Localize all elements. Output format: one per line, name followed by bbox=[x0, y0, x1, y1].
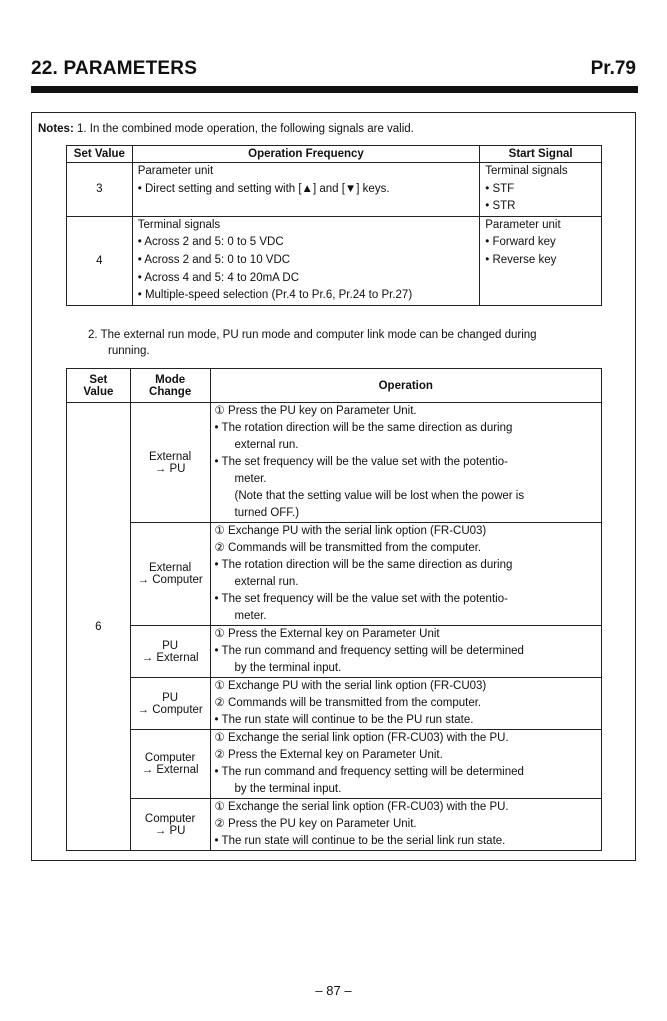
cell-line: • The set frequency will be the value set with the potentio- bbox=[214, 593, 508, 605]
cell-line: • The set frequency will be the value set with the potentio- bbox=[214, 456, 508, 468]
cell-line: • Direct setting and setting with [▲] and [▼] keys. bbox=[137, 182, 390, 195]
cell-line: Parameter unit bbox=[485, 218, 561, 231]
mode-line: → Computer bbox=[137, 703, 203, 716]
cell-line: ② Commands will be transmitted from the computer. bbox=[214, 697, 482, 709]
cell-line: external run. bbox=[234, 576, 299, 588]
mode-line: → PU bbox=[154, 462, 186, 475]
table-row bbox=[67, 216, 602, 305]
table-row bbox=[67, 799, 602, 851]
mode-cell bbox=[130, 799, 210, 851]
cell-line: • The run command and frequency setting will be determined bbox=[214, 766, 524, 778]
mode-cell bbox=[130, 523, 210, 626]
operation-cell bbox=[210, 403, 601, 523]
table-row bbox=[67, 626, 602, 678]
cell-line: • The rotation direction will be the same direction as during bbox=[214, 559, 513, 571]
start-signal-cell bbox=[480, 163, 602, 217]
operation-frequency-cell bbox=[132, 163, 480, 217]
mode-line: Computer bbox=[144, 752, 196, 764]
mode-line: Computer bbox=[144, 812, 196, 825]
mode-line: PU bbox=[162, 691, 179, 704]
notes-label: Notes: bbox=[38, 123, 74, 135]
mode-cell bbox=[130, 403, 210, 523]
cell-line: • The run command and frequency setting will be determined bbox=[214, 645, 524, 657]
parameter-code: Pr.79 bbox=[590, 58, 636, 79]
mode-line: → PU bbox=[154, 824, 186, 837]
cell-line: meter. bbox=[234, 610, 267, 622]
col-header-set-value bbox=[67, 369, 131, 403]
cell-line: ② Press the PU key on Parameter Unit. bbox=[214, 818, 417, 830]
cell-line: ① Exchange PU with the serial link option (FR-CU03) bbox=[214, 525, 487, 537]
cell-line: ① Exchange the serial link option (FR-CU03) with the PU. bbox=[214, 801, 509, 813]
mode-cell bbox=[130, 678, 210, 730]
cell-line: turned OFF.) bbox=[234, 507, 300, 519]
table-row bbox=[67, 678, 602, 730]
mode-line: PU bbox=[162, 639, 179, 652]
cell-line: ① Exchange the serial link option (FR-CU03) with the PU. bbox=[214, 732, 509, 744]
header-line: Mode bbox=[155, 373, 186, 386]
operation-cell bbox=[210, 626, 601, 678]
cell-line: • Across 4 and 5: 4 to 20mA DC bbox=[137, 271, 300, 284]
note-2 bbox=[88, 327, 537, 359]
col-header-start-signal: Start Signal bbox=[480, 146, 602, 163]
table-row bbox=[67, 163, 602, 217]
cell-line: ② Commands will be transmitted from the computer. bbox=[214, 542, 482, 554]
cell-line: • Reverse key bbox=[485, 253, 557, 266]
set-value-cell: 4 bbox=[67, 216, 133, 305]
note-1 bbox=[38, 121, 414, 137]
set-value-cell: 6 bbox=[67, 403, 131, 851]
cell-line: • Across 2 and 5: 0 to 10 VDC bbox=[137, 253, 291, 266]
header-line: Change bbox=[149, 385, 192, 398]
cell-line: meter. bbox=[234, 473, 267, 485]
col-header-set-value: Set Value bbox=[67, 146, 133, 163]
set-value-cell: 3 bbox=[67, 163, 133, 217]
cell-line: ② Press the External key on Parameter Unit. bbox=[214, 749, 443, 761]
operation-frequency-cell bbox=[132, 216, 480, 305]
mode-line: External bbox=[149, 450, 192, 463]
signals-table bbox=[66, 145, 602, 306]
mode-change-table bbox=[66, 368, 602, 851]
start-signal-cell bbox=[480, 216, 602, 305]
mode-line: External bbox=[149, 562, 192, 574]
cell-line: • Forward key bbox=[485, 236, 556, 249]
note-2-line: running. bbox=[108, 345, 150, 357]
cell-line: Parameter unit bbox=[137, 165, 214, 177]
cell-line: ① Press the External key on Parameter Unit bbox=[214, 628, 440, 640]
table-row bbox=[67, 523, 602, 626]
cell-line: Terminal signals bbox=[137, 218, 221, 231]
cell-line: by the terminal input. bbox=[234, 783, 342, 795]
cell-line: • STR bbox=[485, 200, 516, 213]
note-1-text: 1. In the combined mode operation, the following signals are valid. bbox=[76, 123, 414, 135]
cell-line: • The run state will continue to be the serial link run state. bbox=[214, 835, 506, 847]
mode-line: → External bbox=[141, 651, 199, 664]
table-row bbox=[67, 403, 602, 523]
cell-line: ① Press the PU key on Parameter Unit. bbox=[214, 405, 417, 417]
col-header-operation-frequency: Operation Frequency bbox=[132, 146, 480, 163]
cell-line: external run. bbox=[234, 439, 299, 451]
cell-line: • STF bbox=[485, 182, 515, 195]
mode-line: → Computer bbox=[137, 574, 203, 586]
header-line: Value bbox=[83, 385, 114, 398]
cell-line: • Across 2 and 5: 0 to 5 VDC bbox=[137, 236, 284, 249]
cell-line: • The run state will continue to be the PU run state. bbox=[214, 714, 474, 726]
cell-line: ① Exchange PU with the serial link option (FR-CU03) bbox=[214, 680, 487, 692]
operation-cell bbox=[210, 523, 601, 626]
col-header-operation: Operation bbox=[210, 369, 601, 403]
table-row bbox=[67, 730, 602, 799]
mode-cell bbox=[130, 626, 210, 678]
page-number: – 87 – bbox=[315, 983, 352, 998]
mode-cell bbox=[130, 730, 210, 799]
page-title: 22. PARAMETERS bbox=[31, 58, 198, 79]
col-header-mode-change bbox=[130, 369, 210, 403]
cell-line: (Note that the setting value will be lost when the power is bbox=[234, 490, 525, 502]
cell-line: • The rotation direction will be the same direction as during bbox=[214, 422, 513, 434]
operation-cell bbox=[210, 730, 601, 799]
cell-line: Terminal signals bbox=[485, 165, 568, 177]
header-rule bbox=[31, 86, 638, 93]
operation-cell bbox=[210, 678, 601, 730]
header-line: Set bbox=[89, 373, 108, 386]
operation-cell bbox=[210, 799, 601, 851]
cell-line: by the terminal input. bbox=[234, 662, 342, 674]
note-2-line: 2. The external run mode, PU run mode and computer link mode can be changed during bbox=[88, 329, 537, 341]
mode-line: → External bbox=[141, 764, 199, 776]
cell-line: • Multiple-speed selection (Pr.4 to Pr.6, Pr.24 to Pr.27) bbox=[137, 289, 413, 302]
